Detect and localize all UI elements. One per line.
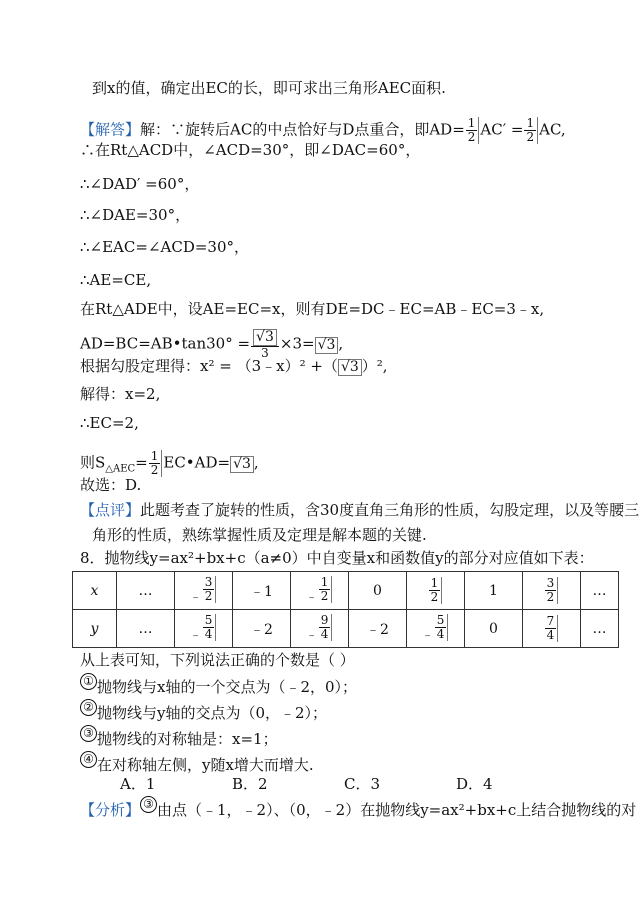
- proof-line-set-x: 在Rt△ADE中，设AE=EC=x，则有DE=DC﹣EC=AB﹣EC=3﹣x,: [80, 300, 545, 318]
- circled-number: ④: [80, 751, 97, 768]
- table-cell: 0: [349, 572, 407, 610]
- comment-tag: 【点评】: [80, 501, 141, 519]
- table-row-label: x: [73, 572, 117, 610]
- fraction: $\frac{7}{4}$: [545, 615, 559, 642]
- question-8: 8．抛物线y=ax²+bx+c（a≠0）中自变量x和函数值y的部分对应值如下表：: [80, 549, 594, 567]
- fraction-half: $\frac{1}{2}$: [466, 117, 480, 144]
- fraction: $\frac{3}{2}$: [545, 577, 559, 604]
- statement-text: 抛物线与x轴的一个交点为（﹣2，0）；: [97, 678, 358, 696]
- solution-tail: AC,: [539, 120, 566, 139]
- statement-text: 抛物线的对称轴是：x=1；: [97, 730, 278, 748]
- fraction: $\frac{5}{4}$: [435, 614, 449, 641]
- fraction: $\frac{1}{2}$: [319, 576, 333, 603]
- statement-item: [80, 752, 314, 775]
- table-cell: …: [117, 610, 175, 648]
- fraction-half: $\frac{1}{2}$: [149, 450, 163, 477]
- pythagoras-line: 根据勾股定理得：x² = （3﹣x）² +（ √3 ）²,: [80, 357, 388, 375]
- proof-line-dad: ∴∠DAD′ =60°，: [80, 175, 200, 193]
- option-a: A．1: [120, 775, 156, 793]
- table-cell: …: [581, 610, 619, 648]
- analysis-tag: 【分析】: [80, 801, 141, 819]
- solution-tag: 【解答】: [80, 120, 141, 139]
- statement-item: [80, 726, 278, 749]
- statement-text: 抛物线与y轴的交点为（0，﹣2）；: [97, 704, 328, 722]
- table-cell: [407, 572, 465, 610]
- option-c: C．3: [344, 775, 381, 793]
- table-cell: [523, 572, 581, 610]
- fraction: $\frac{3}{2}$: [203, 576, 217, 603]
- table-cell: [523, 610, 581, 648]
- fraction-half: $\frac{1}{2}$: [524, 117, 538, 144]
- options-row: [120, 774, 568, 794]
- table-cell: ﹣ $\frac{9}{4}$: [291, 610, 349, 648]
- table-cell: 0: [465, 610, 523, 648]
- fraction: $\frac{9}{4}$: [319, 614, 333, 641]
- from-table-line: 从上表可知，下列说法正确的个数是（ ）: [80, 651, 355, 669]
- circled-number: ①: [80, 673, 97, 690]
- table-cell: ﹣2: [233, 610, 291, 648]
- table-row-x: [73, 572, 619, 610]
- table-cell: ﹣ $\frac{5}{4}$: [175, 610, 233, 648]
- fraction: $\frac{1}{2}$: [429, 577, 443, 604]
- ec-line: ∴EC=2,: [80, 414, 139, 432]
- fraction-root3-over-3: $\frac{√3}{3}$: [251, 329, 279, 360]
- sqrt-3: √3: [230, 456, 254, 473]
- answer-line: 故选：D.: [80, 476, 142, 494]
- proof-line-ae-ce: ∴AE=CE,: [80, 271, 152, 289]
- analysis-line: 【分析】 ③ 由点（﹣1，﹣2）、（0，﹣2）在抛物线y=ax²+bx+c上结合抛物线的对: [80, 797, 637, 819]
- option-d: D．4: [456, 775, 493, 793]
- table-cell: ﹣1: [233, 572, 291, 610]
- statement-item: [80, 700, 328, 723]
- statement-text: 在对称轴左侧，y随x增大而增大.: [97, 756, 314, 774]
- table-cell: 1: [465, 572, 523, 610]
- area-line: 则$S_{\triangle AEC}=$ $\frac{1}{2}$ EC•AD= √3 ,: [80, 449, 259, 477]
- circled-number: ③: [140, 796, 157, 813]
- comment-line-1: 【点评】此题考查了旋转的性质，含30度直角三角形的性质，勾股定理，以及等腰三: [80, 501, 640, 519]
- table-cell: …: [581, 572, 619, 610]
- table-cell: ﹣ $\frac{5}{4}$: [407, 610, 465, 648]
- circled-number: ②: [80, 699, 97, 716]
- solution-mid: AC′ =: [480, 120, 524, 139]
- solution-intro: 解：∵旋转后AC的中点恰好与D点重合，即AD=: [140, 120, 465, 139]
- ad-tan-line: AD=BC=AB•tan30° = $\frac{√3}{3}$ ×3= √3 ,: [80, 329, 344, 360]
- table-cell: ﹣ $\frac{1}{2}$: [291, 572, 349, 610]
- circled-number: ③: [80, 725, 97, 742]
- table-cell: ﹣ $\frac{3}{2}$: [175, 572, 233, 610]
- proof-line-eac: ∴∠EAC=∠ACD=30°，: [80, 238, 249, 256]
- value-table: [72, 571, 619, 648]
- table-row-label: y: [73, 610, 117, 648]
- fraction: $\frac{5}{4}$: [203, 614, 217, 641]
- table-cell: ﹣2: [349, 610, 407, 648]
- table-cell: …: [117, 572, 175, 610]
- table-row-y: [73, 610, 619, 648]
- statement-item: [80, 674, 358, 697]
- sqrt-3: √3: [315, 337, 339, 354]
- option-b: B．2: [232, 775, 268, 793]
- proof-line-rt: ∴在Rt△ACD中，∠ACD=30°，即∠DAC=60°，: [80, 141, 421, 159]
- sqrt-3: √3: [338, 359, 362, 376]
- intro-line: 到x的值，确定出EC的长，即可求出三角形AEC面积.: [92, 79, 446, 97]
- comment-line-2: 角形的性质，熟练掌握性质及定理是解本题的关键.: [92, 526, 427, 544]
- solve-line: 解得：x=2,: [80, 385, 161, 403]
- proof-line-dae: ∴∠DAE=30°，: [80, 206, 191, 224]
